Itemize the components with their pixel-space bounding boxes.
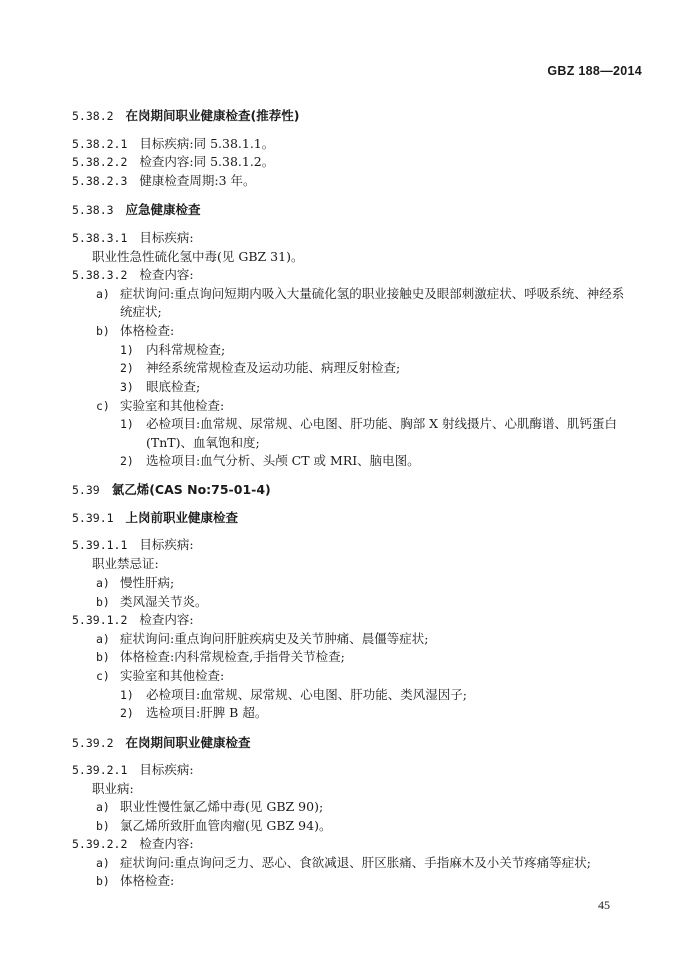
clause-number: 5.39 [72,483,100,497]
clause-number: 5.38.3.1 [72,231,128,245]
sub-list-item [120,687,467,703]
list-item [96,398,224,414]
clause-number: 5.38.2.2 [72,155,128,169]
list-marker: b) [96,874,110,888]
clause-line [72,762,194,778]
list-marker: 1) [120,417,134,431]
body-line [92,556,159,572]
clause-text: 检查内容: [139,836,194,851]
clause-text: 职业病: [92,781,134,796]
clause-text: 检查内容: [139,612,194,627]
clause-line [72,537,194,553]
clause-text: 统症状; [120,304,162,319]
clause-text: 职业性急性硫化氢中毒(见 GBZ 31)。 [92,249,304,264]
list-item [96,855,591,871]
clause-text: 必检项目:血常规、尿常规、心电图、肝功能、类风湿因子; [146,687,467,702]
clause-text: 职业性慢性氯乙烯中毒(见 GBZ 90); [120,799,324,814]
clause-text: 氯乙烯(CAS No:75-01-4) [111,482,271,497]
standard-code: GBZ 188—2014 [547,64,642,78]
clause-line [72,836,194,852]
list-marker: b) [96,819,110,833]
section-heading [72,510,238,526]
clause-text: 健康检查周期:3 年。 [139,173,256,188]
list-item [96,594,208,610]
list-marker: c) [96,669,110,683]
clause-line [72,136,274,152]
clause-text: 体格检查: [120,873,175,888]
body-line [120,304,162,320]
clause-text: 上岗前职业健康检查 [125,510,239,525]
sub-list-item [120,342,225,358]
clause-number: 5.39.2.1 [72,763,128,777]
clause-line [72,173,256,189]
list-item [96,649,345,665]
list-marker: 2) [120,361,134,375]
clause-line [72,267,194,283]
sub-list-item [120,705,267,721]
clause-text: 实验室和其他检查: [120,668,225,683]
clause-text: 症状询问:重点询问乏力、恶心、食欲减退、肝区胀痛、手指麻木及小关节疼痛等症状; [120,855,591,870]
page-number: 45 [598,898,610,912]
clause-number: 5.38.2.3 [72,174,128,188]
clause-text: 选检项目:肝脾 B 超。 [146,705,268,720]
list-item [96,323,174,339]
clause-text: 体格检查:内科常规检查,手指骨关节检查; [120,649,345,664]
list-marker: b) [96,650,110,664]
clause-number: 5.38.3 [72,203,114,217]
list-item [96,818,331,834]
clause-text: 内科常规检查; [146,342,226,357]
clause-text: 眼底检查; [146,379,201,394]
clause-number: 5.38.2 [72,109,114,123]
clause-text: 目标疾病: [139,762,194,777]
sub-list-item [120,379,200,395]
list-marker: a) [96,287,110,301]
body-line [92,781,134,797]
clause-text: 类风湿关节炎。 [120,594,208,609]
clause-number: 5.38.2.1 [72,137,128,151]
list-item [96,873,174,889]
clause-text: 在岗期间职业健康检查(推荐性) [125,108,300,123]
body-line [92,249,303,265]
clause-text: 检查内容:同 5.38.1.2。 [139,154,275,169]
body-line [146,435,260,451]
clause-text: 体格检查: [120,323,175,338]
clause-line [72,154,274,170]
clause-text: 慢性肝病; [120,575,175,590]
list-marker: 1) [120,688,134,702]
section-heading [72,202,201,218]
section-heading [72,108,299,124]
clause-text: 实验室和其他检查: [120,398,225,413]
section-heading [72,482,271,498]
list-item [96,799,323,815]
clause-text: 目标疾病: [139,230,194,245]
sub-list-item [120,360,400,376]
clause-text: 症状询问:重点询问肝脏疾病史及关节肿痛、晨僵等症状; [120,631,429,646]
list-marker: a) [96,576,110,590]
list-marker: c) [96,399,110,413]
list-item [96,575,174,591]
clause-number: 5.39.2.2 [72,837,128,851]
clause-text: 应急健康检查 [125,202,201,217]
list-marker: 2) [120,706,134,720]
clause-number: 5.39.1 [72,511,114,525]
list-item [96,631,428,647]
list-marker: 1) [120,343,134,357]
clause-number: 5.38.3.2 [72,268,128,282]
list-item [96,668,224,684]
clause-text: 选检项目:血气分析、头颅 CT 或 MRI、脑电图。 [146,453,420,468]
clause-number: 5.39.2 [72,736,114,750]
clause-text: 目标疾病: [139,537,194,552]
clause-text: 神经系统常规检查及运动功能、病理反射检查; [146,360,401,375]
list-item [96,286,624,302]
clause-text: 目标疾病:同 5.38.1.1。 [139,136,275,151]
list-marker: b) [96,324,110,338]
clause-text: 检查内容: [139,267,194,282]
clause-number: 5.39.1.2 [72,613,128,627]
clause-text: 症状询问:重点询问短期内吸入大量硫化氢的职业接触史及眼部刺激症状、呼吸系统、神经系 [120,286,625,301]
list-marker: 2) [120,454,134,468]
clause-line [72,612,194,628]
clause-text: 在岗期间职业健康检查 [125,735,251,750]
sub-list-item [120,453,420,469]
list-marker: b) [96,595,110,609]
clause-text: 氯乙烯所致肝血管肉瘤(见 GBZ 94)。 [120,818,332,833]
clause-number: 5.39.1.1 [72,538,128,552]
list-marker: 3) [120,380,134,394]
section-heading [72,735,251,751]
clause-line [72,230,194,246]
clause-text: 职业禁忌证: [92,556,159,571]
clause-text: 必检项目:血常规、尿常规、心电图、肝功能、胸部 X 射线摄片、心肌酶谱、肌钙蛋白 [146,416,618,431]
sub-list-item [120,416,617,432]
clause-text: (TnT)、血氧饱和度; [146,435,260,450]
list-marker: a) [96,800,110,814]
list-marker: a) [96,632,110,646]
list-marker: a) [96,856,110,870]
